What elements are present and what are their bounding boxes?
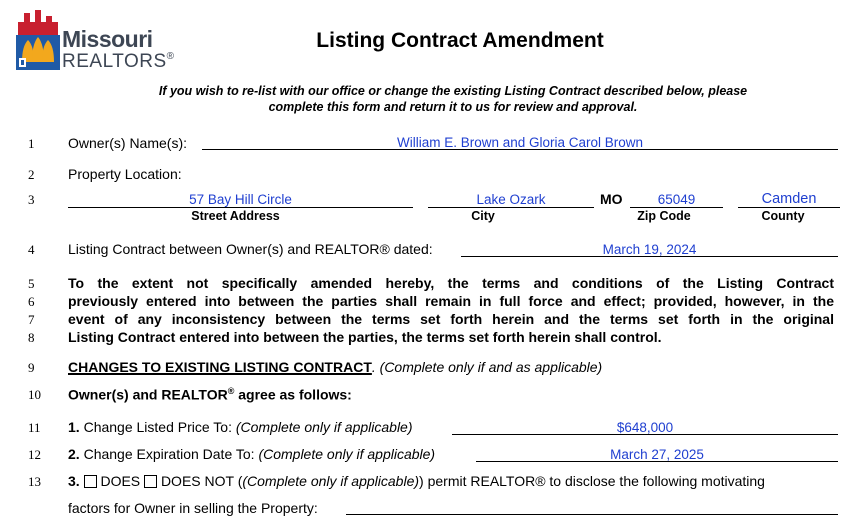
agree-reg-mark: ®	[227, 386, 235, 396]
listing-date-label: Listing Contract between Owner(s) and REALTOR® dated:	[68, 241, 433, 257]
item3-number: 3.	[68, 473, 80, 489]
intro-line-2: complete this form and return it to us for review and approval.	[268, 100, 638, 114]
line-number: 4	[28, 242, 35, 257]
line-number: 3	[28, 192, 35, 207]
does-not-checkbox[interactable]	[144, 475, 157, 488]
street-caption: Street Address	[191, 209, 280, 223]
changes-note: . (Complete only if and as applicable)	[371, 359, 603, 375]
expiration-date-value: March 27, 2025	[610, 447, 704, 462]
listed-price-value: $648,000	[616, 420, 674, 435]
owners-value: William E. Brown and Gloria Carol Brown	[396, 135, 644, 150]
changes-heading: CHANGES TO EXISTING LISTING CONTRACT	[68, 359, 372, 375]
logo-realtors-text: REALTORS	[62, 51, 167, 72]
item1-number: 1.	[68, 419, 80, 435]
line-number: 5	[28, 276, 35, 291]
line-number: 6	[28, 294, 35, 309]
line-number: 2	[28, 167, 35, 182]
line-number: 7	[28, 312, 35, 327]
item3-note: ((Complete only if applicable))	[237, 473, 424, 489]
does-label: DOES	[100, 473, 141, 489]
does-checkbox[interactable]	[84, 475, 97, 488]
line-number: 9	[28, 360, 35, 375]
agree-row	[68, 386, 352, 403]
county-caption: County	[761, 209, 805, 223]
zip-caption: Zip Code	[637, 209, 691, 223]
line-number: 8	[28, 330, 35, 345]
agree-text: Owner(s) and REALTOR	[68, 386, 228, 403]
clause-line-3	[68, 310, 834, 328]
changes-heading-row	[68, 359, 602, 375]
clause-line-4-text: Listing Contract entered into between the parties, the terms set forth herein shall control.	[68, 329, 662, 345]
line-number: 12	[28, 447, 41, 462]
item3-rest: permit REALTOR® to disclose the following motivating	[427, 473, 765, 489]
line-number: 11	[28, 420, 41, 435]
city-value: Lake Ozark	[476, 192, 546, 207]
clause-line-2-text: previously entered into between the parties shall remain in full force and effect; provided, however, in the	[68, 293, 834, 309]
line-number: 10	[28, 387, 41, 402]
motivating-factors-field[interactable]	[346, 499, 838, 515]
logo-reg-mark: ®	[166, 51, 175, 62]
clause-line-3-text: event of any inconsistency between the terms set forth herein and the terms set forth in the original	[68, 311, 834, 327]
item1-row	[68, 419, 413, 435]
street-value: 57 Bay Hill Circle	[189, 192, 292, 207]
clause-line-4	[68, 328, 834, 346]
item2-label: Change Expiration Date To:	[83, 446, 255, 462]
city-caption: City	[471, 209, 495, 223]
logo-realtors	[62, 51, 175, 73]
clause-line-2	[68, 292, 834, 310]
item3-row	[68, 473, 765, 489]
owners-label: Owner(s) Name(s):	[68, 135, 188, 151]
item1-note: (Complete only if applicable)	[235, 419, 413, 435]
item2-note: (Complete only if applicable)	[258, 446, 436, 462]
zip-value: 65049	[657, 192, 696, 207]
listing-date-value: March 19, 2024	[602, 242, 697, 257]
clause-line-1-text: To the extent not specifically amended hereby, the terms and conditions of the Listing Contract	[68, 275, 834, 291]
logo-missouri: Missouri	[62, 26, 153, 52]
item2-number: 2.	[68, 446, 80, 462]
agree-rest: agree as follows:	[234, 386, 352, 403]
does-not-label: DOES NOT	[160, 473, 234, 489]
item3-note-text: (Complete only if applicable)	[242, 473, 420, 489]
item2-row	[68, 446, 435, 462]
line-number: 1	[28, 136, 35, 151]
item1-label: Change Listed Price To:	[83, 419, 232, 435]
state-value: MO	[600, 191, 623, 207]
clause-line-1	[68, 274, 834, 292]
line-number: 13	[28, 474, 41, 489]
property-location-label: Property Location:	[68, 166, 182, 182]
county-value: Camden	[761, 191, 817, 207]
intro-line-1: If you wish to re-list with our office or change the existing Listing Contract described below, please	[158, 84, 748, 98]
page-title: Listing Contract Amendment	[316, 29, 604, 52]
item3-line2-label: factors for Owner in selling the Property:	[68, 500, 318, 516]
